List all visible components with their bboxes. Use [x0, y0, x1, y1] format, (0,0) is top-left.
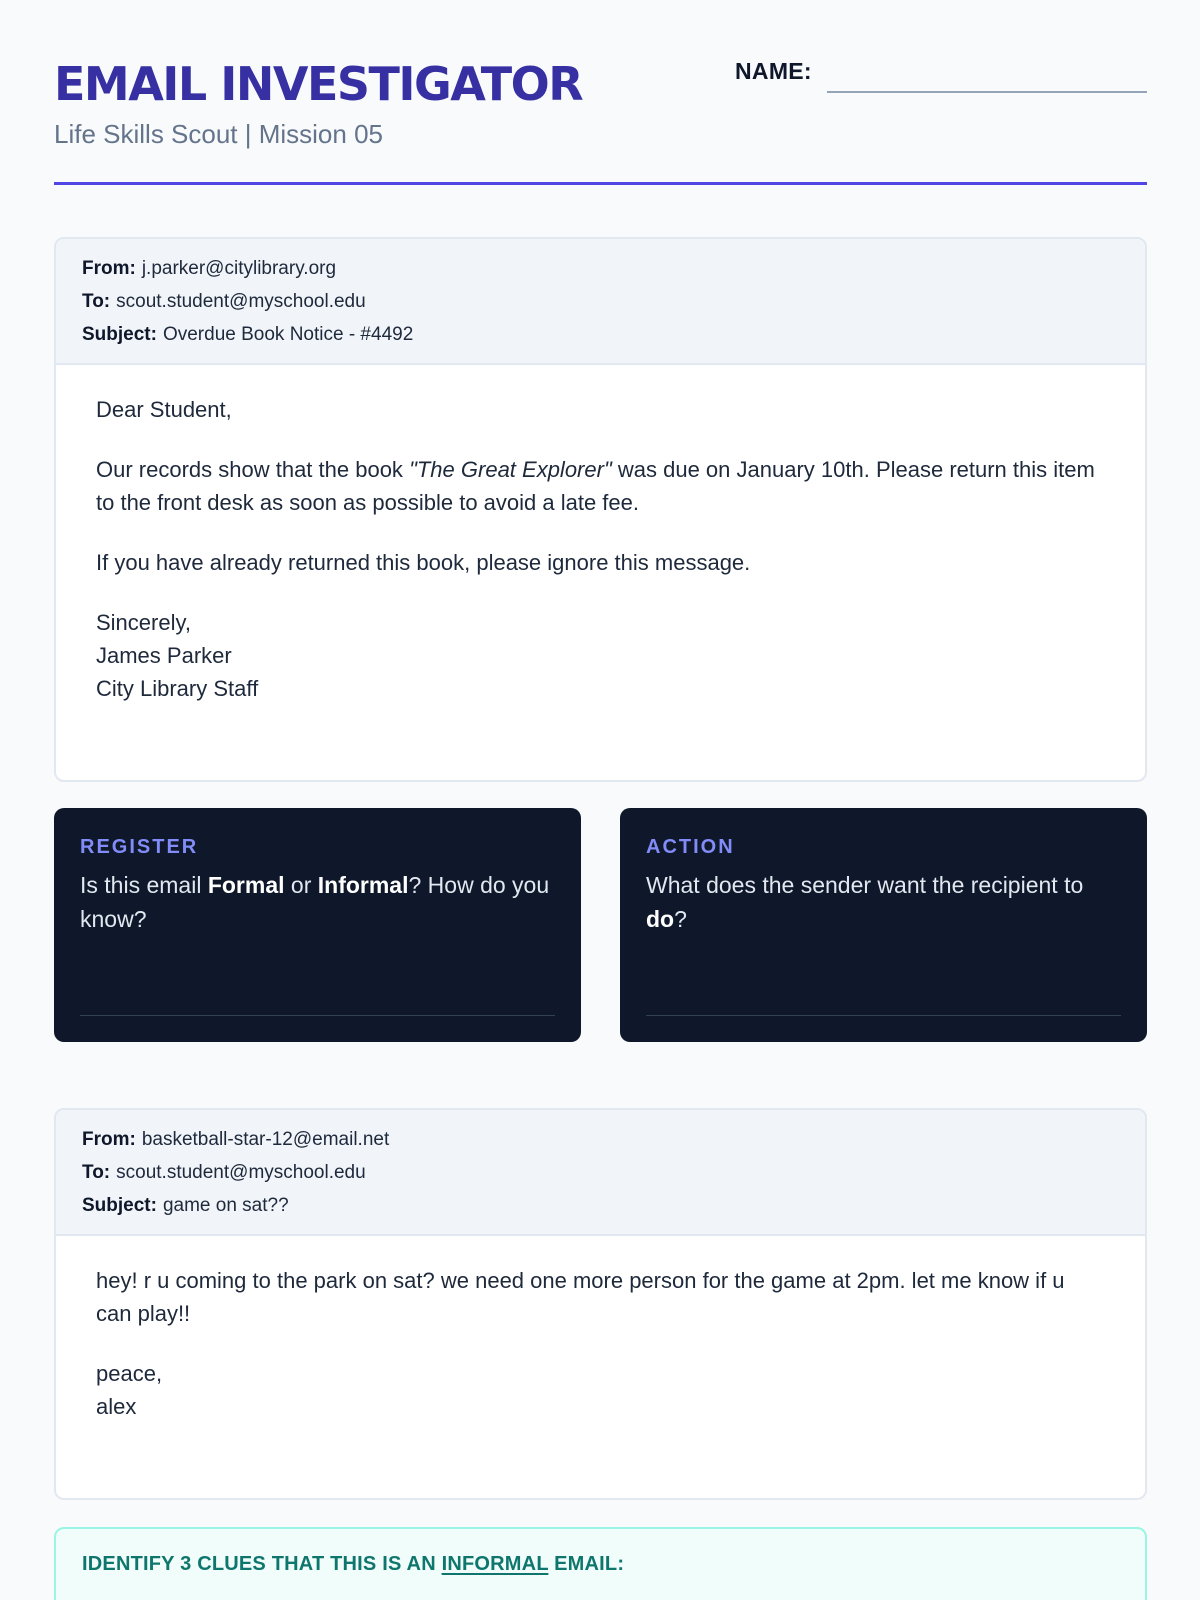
email-from-row	[82, 252, 1119, 285]
question-text: What does the sender want the recipient to	[646, 872, 1084, 898]
card-question	[80, 868, 555, 936]
subject-text: Overdue Book Notice - #4492	[162, 324, 414, 345]
name-label: NAME:	[735, 58, 812, 84]
question-text: Is this email	[80, 872, 208, 898]
name-write-line[interactable]	[827, 91, 1147, 93]
card-tag: REGISTER	[80, 836, 199, 858]
clue-box-title	[82, 1553, 1119, 1576]
email-signature	[96, 1357, 1105, 1423]
email-paragraph	[96, 453, 1105, 519]
clue-title-text: EMAIL:	[548, 1553, 625, 1575]
to-key: To:	[82, 291, 111, 312]
sender-name: James Parker	[96, 643, 232, 668]
from-address: j.parker@citylibrary.org	[141, 258, 337, 279]
question-emphasis: do	[646, 906, 675, 932]
email-subject-row	[82, 318, 1119, 351]
email-paragraph: If you have already returned this book, please ignore this message.	[96, 550, 751, 575]
email-signature	[96, 606, 1105, 705]
email-from-row	[82, 1123, 1119, 1156]
card-question	[646, 868, 1121, 936]
sender-role: City Library Staff	[96, 676, 259, 701]
email-subject-row	[82, 1189, 1119, 1222]
formal-email-card	[54, 237, 1147, 782]
to-address: scout.student@myschool.edu	[116, 291, 366, 312]
from-key: From:	[82, 1129, 136, 1150]
clue-title-emphasis: INFORMAL	[441, 1553, 549, 1575]
worksheet-header	[54, 0, 1147, 185]
email-to-row	[82, 1156, 1119, 1189]
email-body	[56, 365, 1145, 733]
informal-email-card	[54, 1108, 1147, 1500]
from-address: basketball-star-12@email.net	[141, 1129, 390, 1150]
email-header	[56, 1110, 1145, 1236]
email-paragraph: hey! r u coming to the park on sat? we need one more person for the game at 2pm. let me know if u can play!!	[96, 1268, 1065, 1326]
worksheet-subtitle: Life Skills Scout | Mission 05	[54, 119, 383, 149]
signoff: peace,	[96, 1361, 163, 1386]
from-key: From:	[82, 258, 136, 279]
answer-line[interactable]	[646, 1015, 1121, 1016]
question-text: ? How do you know?	[80, 872, 550, 932]
email-to-row	[82, 285, 1119, 318]
subject-key: Subject:	[82, 1195, 157, 1216]
worksheet-page	[54, 0, 1147, 1575]
clue-box	[54, 1527, 1147, 1600]
worksheet-title: EMAIL INVESTIGATOR	[54, 57, 583, 111]
subject-key: Subject:	[82, 324, 157, 345]
action-question-card	[620, 808, 1147, 1042]
email-greeting: Dear Student,	[96, 397, 232, 422]
to-address: scout.student@myschool.edu	[116, 1162, 366, 1183]
subject-text: game on sat??	[162, 1195, 289, 1216]
email-body	[56, 1236, 1145, 1451]
answer-line[interactable]	[80, 1015, 555, 1016]
paragraph-text: Our records show that the book	[96, 457, 410, 482]
card-tag: ACTION	[646, 836, 735, 858]
book-title: "The Great Explorer"	[409, 457, 612, 482]
to-key: To:	[82, 1162, 111, 1183]
paragraph-text: was due on January 10th. Please return this item to the front desk as soon as possible to avoid a late fee.	[96, 457, 1095, 515]
sender-name: alex	[96, 1394, 137, 1419]
question-emphasis: Informal	[317, 872, 409, 898]
signoff: Sincerely,	[96, 610, 191, 635]
question-text: or	[284, 872, 318, 898]
register-question-card	[54, 808, 581, 1042]
question-emphasis: Formal	[207, 872, 285, 898]
email-header	[56, 239, 1145, 365]
question-text: ?	[674, 906, 687, 932]
clue-title-text: IDENTIFY 3 CLUES THAT THIS IS AN	[82, 1553, 442, 1575]
